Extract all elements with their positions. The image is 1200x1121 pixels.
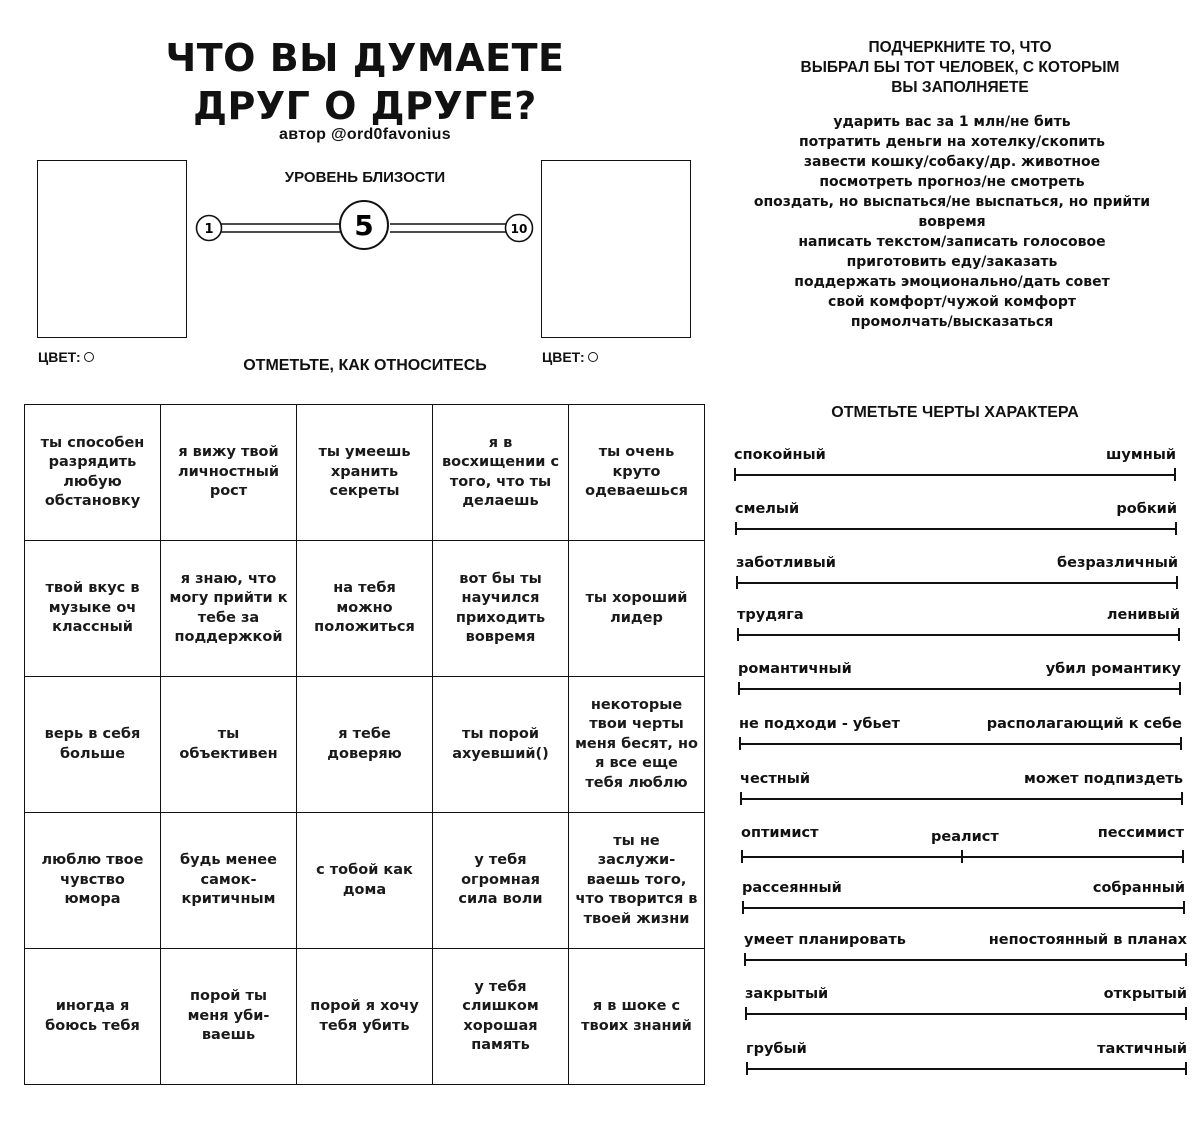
trait-tick — [1181, 792, 1183, 805]
bingo-cell[interactable]: я вижу твой личностный рост — [161, 405, 297, 541]
trait-tick — [1185, 1062, 1187, 1075]
bingo-cell[interactable]: с тобой как дома — [297, 813, 433, 949]
trait-line[interactable] — [739, 743, 1182, 745]
choice-item[interactable]: написать текстом/записать голосовое — [798, 234, 1106, 250]
bingo-grid — [24, 404, 705, 1085]
choice-item[interactable]: приготовить еду/заказать — [846, 254, 1058, 270]
trait-right-label: тактичный — [1097, 1041, 1187, 1057]
trait-right-label: располагающий к себе — [986, 716, 1182, 732]
photo-box-right[interactable] — [541, 160, 691, 338]
bingo-cell[interactable]: иногда я боюсь тебя — [25, 949, 161, 1085]
bingo-cell[interactable]: ты умеешь хранить секреты — [297, 405, 433, 541]
trait-left-label: умеет планировать — [744, 932, 906, 948]
choice-item[interactable]: завести кошку/собаку/др. животное — [803, 154, 1101, 170]
trait-left-label: грубый — [746, 1041, 807, 1057]
bingo-cell[interactable]: ты порой ахуевший() — [433, 677, 569, 813]
trait-left-label: романтичный — [738, 661, 852, 677]
bingo-cell[interactable]: ты очень круто одеваешься — [569, 405, 705, 541]
trait-left-label: закрытый — [745, 986, 829, 1002]
trait-scale[interactable] — [738, 661, 1181, 699]
bingo-cell[interactable]: вот бы ты научился приходить вовремя — [433, 541, 569, 677]
trait-scale[interactable] — [741, 825, 1184, 863]
choice-item[interactable]: потратить деньги на хотелку/скопить — [798, 134, 1106, 150]
trait-tick — [1185, 1007, 1187, 1020]
trait-right-label: непостоянный в планах — [988, 932, 1187, 948]
scale-min-label: 1 — [204, 222, 214, 237]
closeness-label: УРОВЕНЬ БЛИЗОСТИ — [284, 169, 446, 186]
bingo-cell[interactable]: у тебя огромная сила воли — [433, 813, 569, 949]
trait-tick — [1175, 522, 1177, 535]
trait-scale[interactable] — [737, 607, 1180, 645]
bingo-row — [25, 541, 705, 677]
bingo-cell[interactable]: некоторые твои черты меня бесят, но я все еще тебя люблю — [569, 677, 705, 813]
trait-scale[interactable] — [736, 555, 1178, 593]
trait-tick — [746, 1062, 748, 1075]
trait-line[interactable] — [735, 528, 1177, 530]
color-circle-icon[interactable] — [84, 352, 94, 362]
bingo-cell[interactable]: ты хороший лидер — [569, 541, 705, 677]
trait-right-label: безразличный — [1057, 555, 1178, 571]
trait-tick — [741, 850, 743, 863]
trait-scale[interactable] — [745, 986, 1187, 1024]
trait-scale[interactable] — [735, 501, 1177, 539]
trait-right-label: шумный — [1106, 447, 1176, 463]
title-line-2: ДРУГ О ДРУГЕ? — [193, 84, 537, 128]
trait-scale[interactable] — [739, 716, 1182, 754]
trait-tick — [740, 792, 742, 805]
scale-value-label: 5 — [354, 209, 374, 242]
bingo-row — [25, 813, 705, 949]
trait-right-label: робкий — [1116, 501, 1177, 517]
trait-right-label: пессимист — [1097, 825, 1184, 841]
trait-left-label: смелый — [735, 501, 800, 517]
bingo-cell[interactable]: ты способен разрядить любую обстановку — [25, 405, 161, 541]
bingo-cell[interactable]: ты не заслужи-ваешь того, что творится в твоей жизни — [569, 813, 705, 949]
trait-middle-label: реалист — [931, 829, 999, 845]
closeness-scale[interactable] — [190, 198, 540, 258]
trait-tick — [1183, 901, 1185, 914]
trait-tick — [744, 953, 746, 966]
trait-tick — [1179, 682, 1181, 695]
trait-left-label: оптимист — [741, 825, 819, 841]
trait-right-label: собранный — [1092, 880, 1185, 896]
trait-scale[interactable] — [740, 771, 1183, 809]
page-title — [160, 34, 570, 130]
trait-line[interactable] — [742, 907, 1185, 909]
trait-tick — [1174, 468, 1176, 481]
trait-tick — [734, 468, 736, 481]
trait-line[interactable] — [746, 1068, 1187, 1070]
bingo-cell[interactable]: у тебя слишком хорошая память — [433, 949, 569, 1085]
photo-box-left[interactable] — [37, 160, 187, 338]
relation-label: ОТМЕТЬТЕ, КАК ОТНОСИТЕСЬ — [243, 357, 487, 374]
trait-tick — [735, 522, 737, 535]
trait-tick — [1180, 737, 1182, 750]
bingo-cell[interactable]: порой я хочу тебя убить — [297, 949, 433, 1085]
trait-tick — [745, 1007, 747, 1020]
bingo-cell[interactable]: я в шоке с твоих знаний — [569, 949, 705, 1085]
choice-item[interactable]: промолчать/высказаться — [850, 314, 1054, 330]
bingo-row — [25, 405, 705, 541]
scale-max-label: 10 — [510, 222, 528, 236]
trait-line[interactable] — [734, 474, 1176, 476]
choice-item[interactable]: опоздать, но выспаться/не выспаться, но прийти вовремя — [753, 194, 1151, 230]
color-label: ЦВЕТ: — [542, 349, 585, 365]
trait-tick — [737, 628, 739, 641]
bingo-cell[interactable]: я знаю, что могу прийти к тебе за поддержкой — [161, 541, 297, 677]
trait-scale[interactable] — [746, 1041, 1187, 1079]
bingo-cell[interactable]: ты объективен — [161, 677, 297, 813]
trait-left-label: спокойный — [734, 447, 826, 463]
choice-item[interactable]: посмотреть прогноз/не смотреть — [819, 174, 1085, 190]
trait-scale[interactable] — [744, 932, 1187, 970]
trait-right-label: убил романтику — [1045, 661, 1181, 677]
bingo-cell[interactable]: люблю твое чувство юмора — [25, 813, 161, 949]
color-circle-icon[interactable] — [588, 352, 598, 362]
bingo-cell[interactable]: верь в себя больше — [25, 677, 161, 813]
trait-right-label: может подпиздеть — [1024, 771, 1183, 787]
author-credit: автор @ord0favonius — [279, 126, 451, 143]
trait-line[interactable] — [736, 582, 1178, 584]
bingo-cell[interactable]: будь менее самок-критичным — [161, 813, 297, 949]
bingo-cell[interactable]: порой ты меня уби-ваешь — [161, 949, 297, 1085]
bingo-row — [25, 949, 705, 1085]
trait-tick — [1178, 628, 1180, 641]
bingo-cell[interactable]: твой вкус в музыке оч классный — [25, 541, 161, 677]
trait-tick — [742, 901, 744, 914]
color-field-right — [542, 349, 598, 365]
trait-tick — [961, 850, 963, 863]
trait-scale[interactable] — [734, 447, 1176, 485]
trait-left-label: честный — [740, 771, 811, 787]
bingo-cell[interactable]: я тебе доверяю — [297, 677, 433, 813]
trait-line[interactable] — [744, 959, 1187, 961]
bingo-cell[interactable]: на тебя можно положиться — [297, 541, 433, 677]
trait-line[interactable] — [737, 634, 1180, 636]
trait-tick — [739, 737, 741, 750]
choices-list — [722, 112, 1182, 332]
trait-line[interactable] — [738, 688, 1181, 690]
trait-right-label: открытый — [1103, 986, 1187, 1002]
trait-scale[interactable] — [742, 880, 1185, 918]
trait-left-label: не подходи - убьет — [739, 716, 900, 732]
trait-left-label: заботливый — [736, 555, 836, 571]
bingo-cell[interactable]: я в восхищении с того, что ты делаешь — [433, 405, 569, 541]
trait-right-label: ленивый — [1106, 607, 1180, 623]
trait-tick — [738, 682, 740, 695]
trait-tick — [736, 576, 738, 589]
bingo-row — [25, 677, 705, 813]
traits-heading: ОТМЕТЬТЕ ЧЕРТЫ ХАРАКТЕРА — [831, 404, 1079, 421]
choice-item[interactable]: ударить вас за 1 млн/не бить — [833, 114, 1071, 130]
trait-tick — [1176, 576, 1178, 589]
color-field-left — [38, 349, 94, 365]
trait-line[interactable] — [745, 1013, 1187, 1015]
title-line-1: ЧТО ВЫ ДУМАЕТЕ — [165, 36, 565, 80]
trait-tick — [1185, 953, 1187, 966]
trait-tick — [1182, 850, 1184, 863]
choice-item[interactable]: поддержать эмоционально/дать совет — [794, 274, 1110, 290]
choice-item[interactable]: свой комфорт/чужой комфорт — [828, 294, 1076, 310]
color-label: ЦВЕТ: — [38, 349, 81, 365]
trait-left-label: трудяга — [737, 607, 804, 623]
trait-line[interactable] — [740, 798, 1183, 800]
choices-heading: ПОДЧЕРКНИТЕ ТО, ЧТО ВЫБРАЛ БЫ ТОТ ЧЕЛОВЕК, С КОТОРЫМ ВЫ ЗАПОЛНЯЕТЕ — [800, 39, 1120, 96]
trait-left-label: рассеянный — [742, 880, 842, 896]
